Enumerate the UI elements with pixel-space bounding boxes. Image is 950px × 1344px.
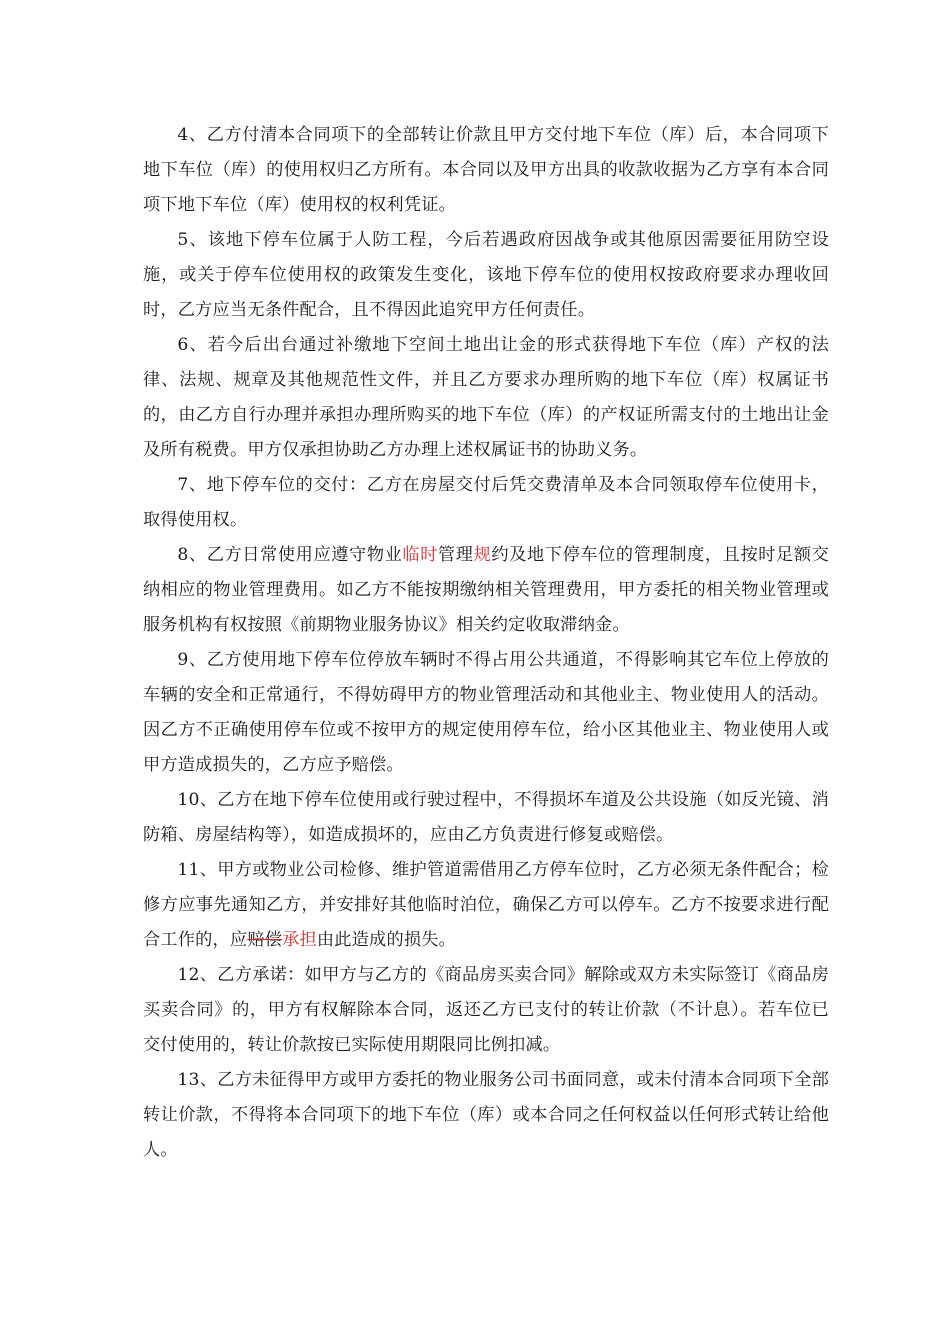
revision-inserted-text: 承担 (282, 930, 317, 950)
clause-8 (143, 538, 829, 643)
clause-13: 13、乙方未征得甲方或甲方委托的物业服务公司书面同意，或未付清本合同项下全部转让价款，不得将本合同项下的地下车位（库）或本合同之任何权益以任何形式转让给他人。 (143, 1070, 829, 1160)
revision-insert-linshi: 临时 (402, 545, 439, 565)
contract-body (143, 118, 829, 1168)
revision-insert-gui: 规 (473, 545, 492, 565)
clause-5: 5、该地下停车位属于人防工程，今后若遇政府因战争或其他原因需要征用防空设施，或关于停车位使用权的政策发生变化，该地下停车位的使用权按政府要求办理收回时，乙方应当无条件配合，且不得因此追究甲方任何责任。 (143, 230, 829, 320)
clause-11 (143, 853, 829, 958)
clause-11-text-b: 由此造成的损失。 (316, 930, 456, 950)
clause-12: 12、乙方承诺：如甲方与乙方的《商品房买卖合同》解除或双方未实际签订《商品房买卖合同》的，甲方有权解除本合同，返还乙方已支付的转让价款（不计息）。若车位已交付使用的，转让价款按已实际使用期限同比例扣减。 (143, 965, 829, 1055)
revision-deleted-text: 赔偿 (247, 930, 283, 950)
clause-11-text-a: 11、甲方或物业公司检修、维护管道需借用乙方停车位时，乙方必须无条件配合；检修方应事先通知乙方，并安排好其他临时泊位，确保乙方可以停车。乙方不按要求进行配合工作的，应 (143, 860, 829, 950)
clause-8-text-a: 8、乙方日常使用应遵守物业 (177, 545, 403, 565)
clause-6: 6、若今后出台通过补缴地下空间土地出让金的形式获得地下车位（库）产权的法律、法规、规章及其他规范性文件，并且乙方要求办理所购的地下车位（库）权属证书的，由乙方自行办理并承担办理所购买的地下车位（库）的产权证所需支付的土地出让金及所有税费。甲方仅承担协助乙方办理上述权属证书的协助义务。 (143, 335, 829, 460)
clause-9: 9、乙方使用地下停车位停放车辆时不得占用公共通道，不得影响其它车位上停放的车辆的安全和正常通行，不得妨碍甲方的物业管理活动和其他业主、物业使用人的活动。因乙方不正确使用停车位或不按甲方的规定使用停车位，给小区其他业主、物业使用人或甲方造成损失的，乙方应予赔偿。 (143, 650, 829, 775)
clause-8-text-b: 管理 (438, 545, 474, 565)
clause-8-text-c: 约及地下停车位的管理制度，且按时足额交纳相应的物业管理费用。如乙方不能按期缴纳相关管理费用，甲方委托的相关物业管理或服务机构有权按照《前期物业服务协议》相关约定收取滞纳金。 (143, 545, 830, 635)
clause-10: 10、乙方在地下停车位使用或行驶过程中，不得损坏车道及公共设施（如反光镜、消防箱、房屋结构等），如造成损坏的，应由乙方负责进行修复或赔偿。 (143, 790, 829, 845)
clause-4: 4、乙方付清本合同项下的全部转让价款且甲方交付地下车位（库）后，本合同项下地下车位（库）的使用权归乙方所有。本合同以及甲方出具的收款收据为乙方享有本合同项下地下车位（库）使用权的权利凭证。 (143, 125, 829, 215)
clause-7: 7、地下停车位的交付：乙方在房屋交付后凭交费清单及本合同领取停车位使用卡，取得使用权。 (143, 475, 829, 530)
